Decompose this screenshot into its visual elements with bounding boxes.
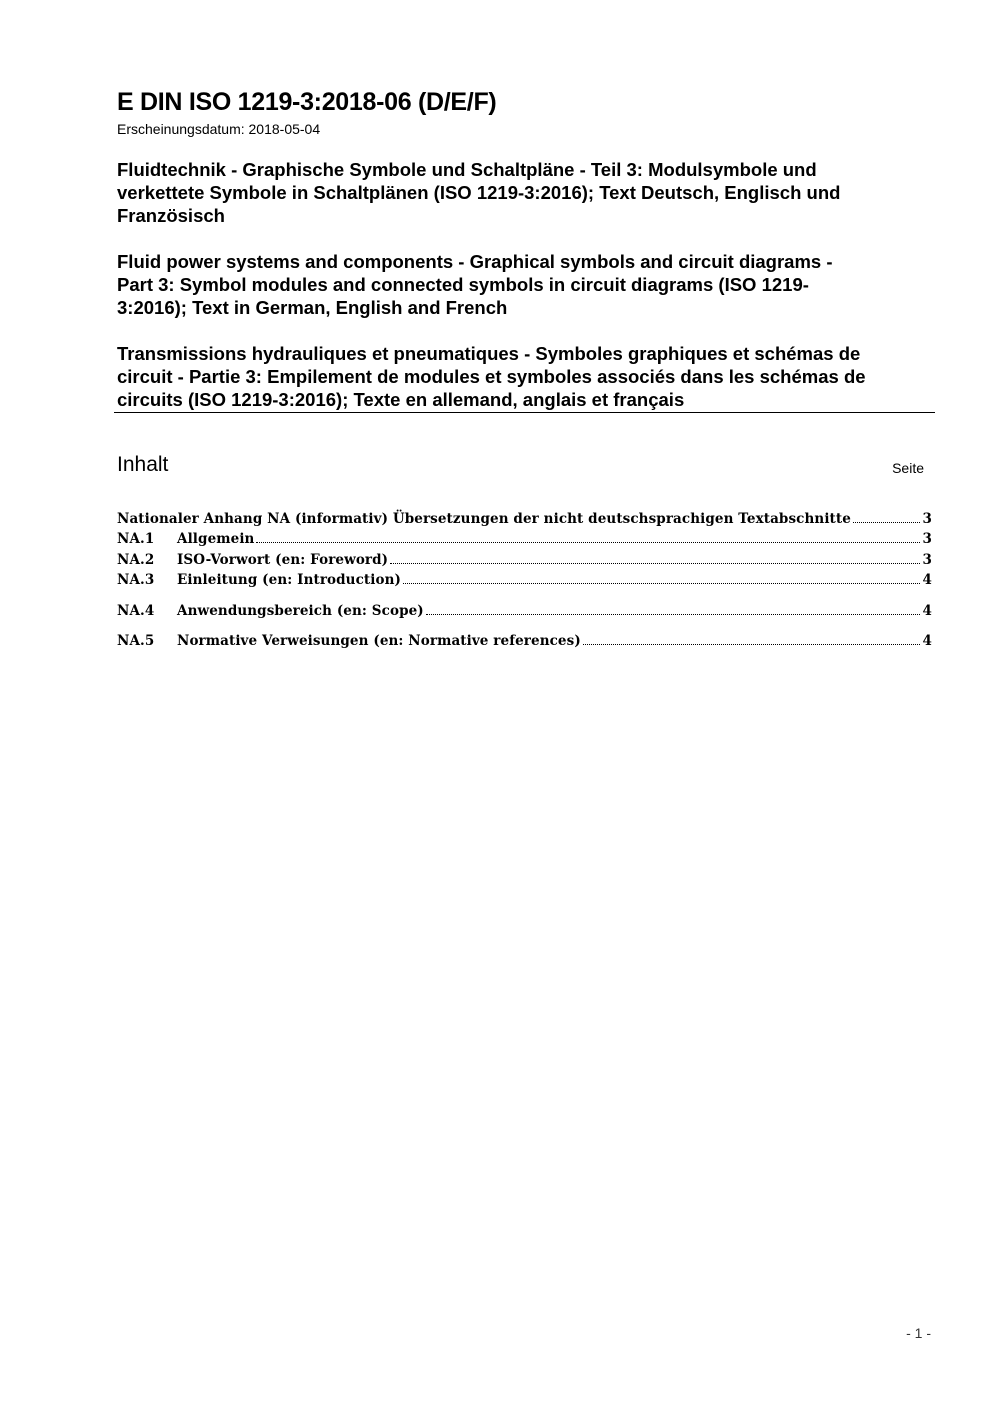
toc-page-label: Seite: [892, 460, 924, 476]
title-french-line: Transmissions hydrauliques et pneumatiques - Symboles graphiques et schémas de: [117, 343, 861, 364]
toc-entry-page: 3: [922, 531, 932, 547]
toc-entry-page: 4: [922, 572, 932, 588]
title-english-line: Fluid power systems and components - Graphical symbols and circuit diagrams -: [117, 251, 833, 272]
toc-dot-leader: [853, 510, 920, 523]
title-french-line: circuit - Partie 3: Empilement de modules et symboles associés dans les schémas de: [117, 366, 866, 387]
toc-entry-number: NA.5: [117, 633, 155, 649]
title-divider: [114, 412, 935, 413]
toc-entry-na2[interactable]: [117, 551, 932, 571]
toc-entry-page: 4: [922, 603, 932, 619]
toc-entry-text: Normative Verweisungen (en: Normative references): [177, 633, 581, 649]
toc-entry-page: 4: [922, 633, 932, 649]
title-english: [117, 250, 937, 319]
toc-entry-number: NA.1: [117, 531, 155, 547]
toc-entry-page: 3: [922, 552, 932, 568]
toc-entry-na1[interactable]: [117, 530, 932, 550]
toc-entry-text: Nationaler Anhang NA (informativ) Übersetzungen der nicht deutschsprachigen Textabschnitte: [117, 511, 851, 527]
toc-entry-text: Einleitung (en: Introduction): [177, 572, 401, 588]
title-french: [117, 342, 937, 411]
toc-entry-na3[interactable]: [117, 571, 932, 591]
toc-entry-text: Anwendungsbereich (en: Scope): [177, 603, 424, 619]
document-title: E DIN ISO 1219-3:2018-06 (D/E/F): [117, 88, 497, 116]
toc-entry-number: NA.2: [117, 552, 155, 568]
toc-dot-leader: [583, 632, 920, 645]
toc-entry-number: NA.4: [117, 603, 155, 619]
publication-date: Erscheinungsdatum: 2018-05-04: [117, 121, 321, 137]
title-french-line: circuits (ISO 1219-3:2016); Texte en allemand, anglais et français: [117, 389, 685, 410]
toc-entry-text: Allgemein: [177, 531, 255, 547]
toc-dot-leader: [403, 571, 920, 584]
toc-entry-na5[interactable]: [117, 632, 932, 652]
title-english-line: Part 3: Symbol modules and connected symbols in circuit diagrams (ISO 1219-: [117, 274, 809, 295]
title-german-line: Fluidtechnik - Graphische Symbole und Schaltpläne - Teil 3: Modulsymbole und: [117, 159, 817, 180]
toc-dot-leader: [256, 530, 920, 543]
title-german: [117, 158, 937, 227]
toc-entry-text: ISO-Vorwort (en: Foreword): [177, 552, 389, 568]
title-english-line: 3:2016); Text in German, English and French: [117, 297, 508, 318]
page-number: - 1 -: [906, 1325, 931, 1341]
title-german-line: verkettete Symbole in Schaltplänen (ISO 1219-3:2016); Text Deutsch, Englisch und: [117, 182, 841, 203]
toc-dot-leader: [426, 602, 920, 615]
toc-entry-na4[interactable]: [117, 602, 932, 622]
toc-entry-page: 3: [922, 511, 932, 527]
title-german-line: Französisch: [117, 205, 225, 226]
toc-entry-national-annex[interactable]: [117, 510, 932, 530]
toc-heading: Inhalt: [117, 453, 169, 476]
toc-dot-leader: [390, 551, 920, 564]
toc-entry-number: NA.3: [117, 572, 155, 588]
